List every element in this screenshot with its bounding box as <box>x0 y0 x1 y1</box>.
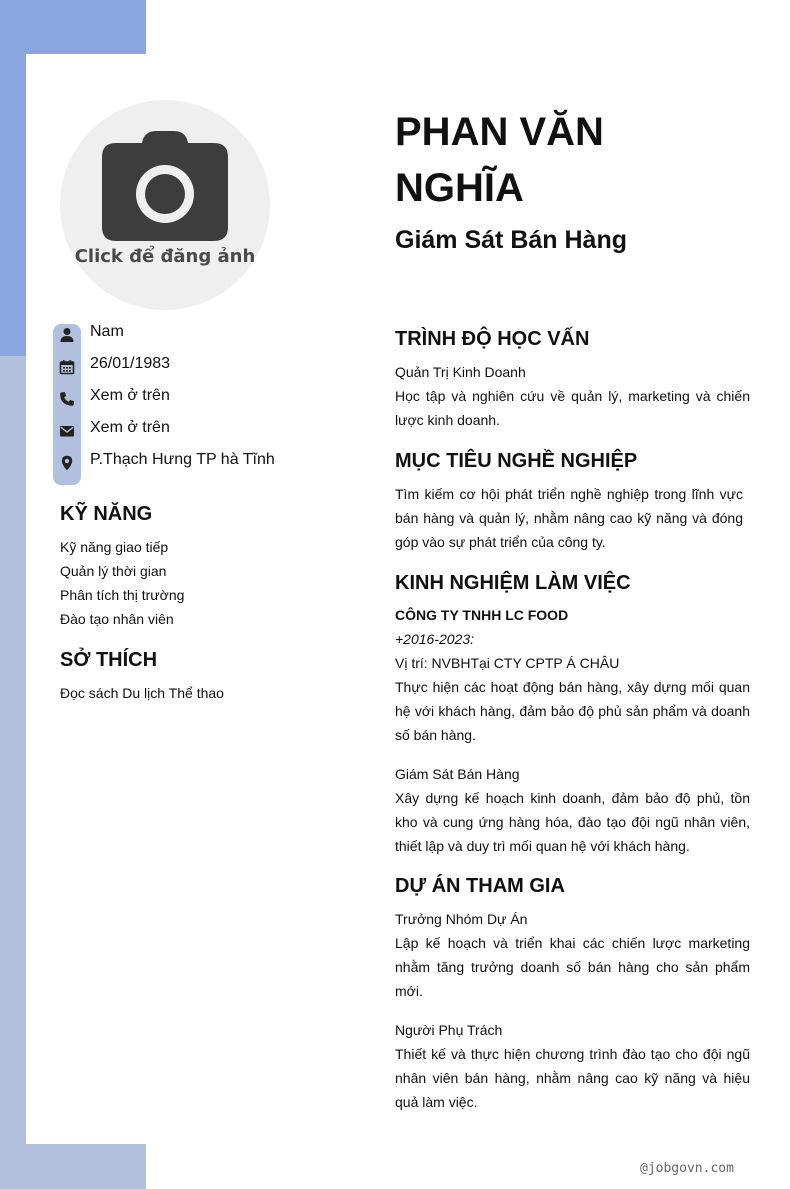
contact-email: Xem ở trên <box>53 417 353 449</box>
list-item: Phân tích thị trường <box>60 587 185 603</box>
experience-section <box>395 603 750 858</box>
project-role: Trưởng Nhóm Dự Án <box>395 911 528 927</box>
candidate-title: Giám Sát Bán Hàng <box>395 226 627 254</box>
phone-icon <box>59 391 75 407</box>
skills-list <box>60 535 184 631</box>
user-icon <box>59 327 75 343</box>
profile-photo-upload[interactable] <box>60 100 270 310</box>
contact-gender: Nam <box>53 321 353 353</box>
experience-description-2: Xây dựng kế hoạch kinh doanh, đảm bảo độ phủ, tồn kho và cung ứng hàng hóa, đào tạo đội ngũ nhân viên, thiết lập và duy trì mối quan hệ với khách hàng. <box>395 790 750 854</box>
project-role: Người Phụ Trách <box>395 1022 503 1038</box>
list-item: Quản lý thời gian <box>60 563 167 579</box>
list-item: Kỹ năng giao tiếp <box>60 539 169 555</box>
experience-company: CÔNG TY TNHH LC FOOD <box>395 607 569 623</box>
contact-birthday: 26/01/1983 <box>53 353 353 385</box>
skills-heading: KỸ NĂNG <box>60 503 153 525</box>
candidate-name: PHAN VĂN NGHĨA <box>395 110 604 210</box>
experience-position: Vị trí: NVBHTại CTY CPTP Á CHÂU <box>395 655 620 671</box>
projects-heading: DỰ ÁN THAM GIA <box>395 875 565 897</box>
education-heading: TRÌNH ĐỘ HỌC VẤN <box>395 328 590 350</box>
list-item: Đào tạo nhân viên <box>60 611 174 627</box>
location-pin-icon <box>59 455 75 471</box>
objective-text: Tìm kiếm cơ hội phát triển nghề nghiệp trong lĩnh vực bán hàng và quản lý, nhằm nâng cao kỹ năng và đóng góp vào sự phát triển của công ty. <box>395 486 743 550</box>
calendar-icon <box>59 359 75 375</box>
projects-section <box>395 907 750 1114</box>
experience-role-2: Giám Sát Bán Hàng <box>395 766 520 782</box>
objective-section <box>395 482 743 554</box>
project-description: Lập kế hoạch và triển khai các chiến lược marketing nhằm tăng trưởng doanh số bán hàng cho sản phẩm mới. <box>395 935 750 999</box>
contact-address: P.Thạch Hưng TP hà Tĩnh <box>53 449 353 481</box>
hobbies-text: Đọc sách Du lịch Thể thao <box>60 685 224 701</box>
camera-icon <box>102 131 228 241</box>
footer-watermark: @jobgovn.com <box>640 1161 734 1176</box>
education-description: Học tập và nghiên cứu về quản lý, marketing và chiến lược kinh doanh. <box>395 388 750 428</box>
experience-period: +2016-2023: <box>395 631 475 647</box>
email-icon <box>59 423 75 439</box>
photo-caption[interactable]: Click để đăng ảnh <box>74 246 256 267</box>
objective-heading: MỤC TIÊU NGHỀ NGHIỆP <box>395 450 638 472</box>
education-section <box>395 360 750 432</box>
project-description: Thiết kế và thực hiện chương trình đào tạo cho đội ngũ nhân viên bán hàng, nhằm nâng cao kỹ năng và hiệu quả làm việc. <box>395 1046 750 1110</box>
hobbies-heading: SỞ THÍCH <box>60 649 158 671</box>
experience-heading: KINH NGHIỆM LÀM VIỆC <box>395 572 631 594</box>
education-major: Quản Trị Kinh Doanh <box>395 364 526 380</box>
experience-description: Thực hiện các hoạt động bán hàng, xây dựng mối quan hệ với khách hàng, đảm bảo độ phủ sản phẩm và doanh số bán hàng. <box>395 679 750 743</box>
contact-phone: Xem ở trên <box>53 385 353 417</box>
